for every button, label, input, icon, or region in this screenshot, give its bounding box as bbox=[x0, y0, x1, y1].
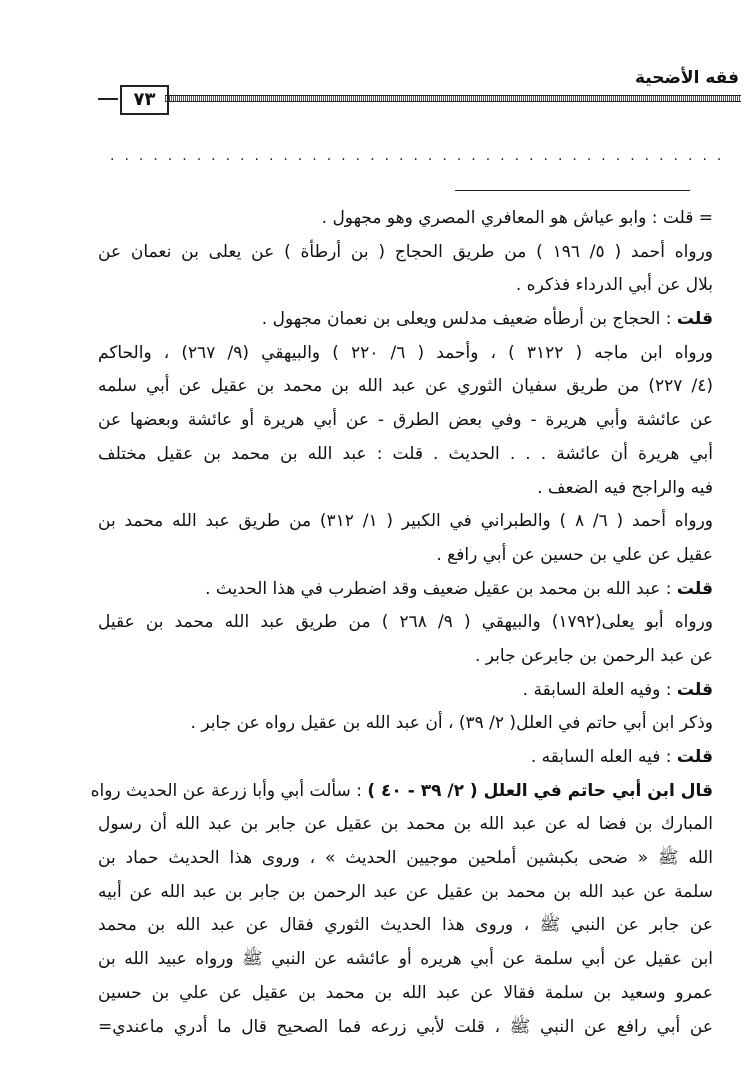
footnote-text bbox=[90, 202, 714, 1044]
footnote-line bbox=[98, 337, 713, 371]
footnote-line bbox=[90, 775, 713, 809]
bold-lead: قلت bbox=[676, 578, 713, 599]
line-text: ورواه أحمد ( ٥/ ١٩٦ ) من طريق الحجاج ( بن أرطأة ) عن يعلى بن نعمان عن bbox=[98, 241, 713, 262]
footnote-line bbox=[98, 876, 713, 910]
line-text: : عبد الله بن محمد بن عقيل ضعيف وقد اضطرب في هذا الحديث . bbox=[205, 578, 677, 599]
separator-dots: ........................................... bbox=[110, 148, 732, 164]
bold-lead: قال ابن أبي حاتم في العلل ( ٢/ ٣٩ - ٤٠ ) bbox=[367, 780, 713, 801]
footnote-line bbox=[98, 370, 713, 404]
line-text: : الحجاج بن أرطأه ضعيف مدلس ويعلى بن نعمان مجهول . bbox=[261, 309, 677, 330]
book-title: فقه الأضحية bbox=[634, 68, 739, 88]
line-text: بلال عن أبي الدرداء فذكره . bbox=[515, 275, 713, 296]
line-text: الله ﷺ « ضحى بكبشين أملحين موجيين الحديث » ، وروى هذا الحديث حماد بن bbox=[98, 848, 713, 869]
footnote-line bbox=[98, 505, 713, 539]
header-rule-left bbox=[98, 98, 118, 100]
footnote-line bbox=[98, 236, 713, 270]
line-text: عن جابر عن النبي ﷺ ، وروى هذا الحديث الثوري فقال عن عبد الله بن محمد bbox=[98, 915, 713, 936]
line-text: : فيه العله السابقه . bbox=[530, 747, 677, 767]
footnote-rule bbox=[455, 190, 690, 191]
line-text: أبي هريرة أن عائشة . . . الحديث . قلت : عبد الله بن محمد بن عقيل مختلف bbox=[98, 443, 713, 464]
line-text: ورواه أبو يعلى(١٧٩٢) والبيهقي ( ٩/ ٢٦٨ ) من طريق عبد الله محمد بن عقيل bbox=[98, 612, 714, 633]
footnote-line bbox=[98, 909, 713, 943]
line-text: عن أبي رافع عن النبي ﷺ ، قلت لأبي زرعه فما الصحيح قال ما أدري ماعندي= bbox=[98, 1016, 713, 1037]
footnote-line bbox=[98, 303, 713, 337]
line-text: عن عائشة وأبي هريرة - وفي بعض الطرق - عن أبي هريرة أو عائشة وبعضها عن bbox=[98, 410, 713, 431]
footnote-line bbox=[98, 606, 713, 640]
line-text: ابن عقيل عن أبي سلمة عن أبي هريره أو عائشه عن النبي ﷺ ورواه عبيد الله بن bbox=[98, 949, 713, 970]
footnote-line bbox=[98, 404, 713, 438]
line-text: عن عبد الرحمن بن جابرعن جابر . bbox=[474, 645, 713, 666]
bold-lead: قلت bbox=[676, 679, 713, 700]
line-text: عقيل عن علي بن حسين عن أبي رافع . bbox=[436, 544, 713, 565]
footnote-line bbox=[98, 202, 713, 236]
footnote-line bbox=[98, 674, 713, 708]
line-text: (٤/ ٢٢٧) من طريق سفيان الثوري عن عبد الله بن محمد بن عقيل عن أبي سلمه bbox=[98, 376, 713, 397]
line-text: فيه والراجح فيه الضعف . bbox=[537, 477, 713, 498]
footnote-line bbox=[98, 741, 713, 775]
footnote-line bbox=[98, 808, 713, 842]
bold-lead: قلت bbox=[676, 309, 713, 330]
line-text: المبارك بن فضا له عن عبد الله بن محمد بن عقيل عن جابر بن عبد الله أن رسول bbox=[98, 814, 713, 835]
footnote-line bbox=[98, 269, 713, 303]
line-text: : سألت أبي وأبا زرعة عن الحديث رواه bbox=[90, 780, 368, 801]
footnote-line bbox=[98, 943, 713, 977]
page-number: ٧٣ bbox=[120, 85, 169, 115]
footnote-line bbox=[98, 707, 713, 741]
line-text: = قلت : وابو عياش هو المعافري المصري وهو مجهول . bbox=[321, 208, 713, 228]
header-rule bbox=[165, 95, 741, 102]
bold-lead: قلت bbox=[676, 747, 713, 767]
footnote-line bbox=[98, 539, 713, 573]
footnote-line bbox=[98, 842, 713, 876]
line-text: ورواه ابن ماجه ( ٣١٢٢ ) ، وأحمد ( ٦/ ٢٢٠ ) والبيهقي (٩/ ٢٦٧) ، والحاكم bbox=[98, 342, 713, 363]
line-text: وذكر ابن أبي حاتم في العلل( ٢/ ٣٩) ، أن عبد الله بن عقيل رواه عن جابر . bbox=[190, 713, 713, 734]
line-text: عمرو وسعيد بن سلمة فقالا عن عبد الله بن محمد بن عقيل عن علي بن حسين bbox=[98, 982, 713, 1003]
footnote-line bbox=[98, 573, 713, 607]
footnote-line bbox=[98, 977, 713, 1011]
footnote-line bbox=[98, 438, 713, 472]
line-text: ورواه أحمد ( ٦/ ٨ ) والطبراني في الكبير ( ١/ ٣١٢) من طريق عبد الله محمد بن bbox=[98, 511, 713, 532]
line-text: : وفيه العلة السابقة . bbox=[522, 679, 677, 700]
footnote-line bbox=[98, 1011, 713, 1045]
line-text: سلمة عن عبد الله بن محمد بن عقيل عن عبد الرحمن بن جابر بن عبد الله عن أبيه bbox=[98, 881, 713, 902]
footnote-line bbox=[98, 472, 713, 506]
footnote-line bbox=[98, 640, 713, 674]
